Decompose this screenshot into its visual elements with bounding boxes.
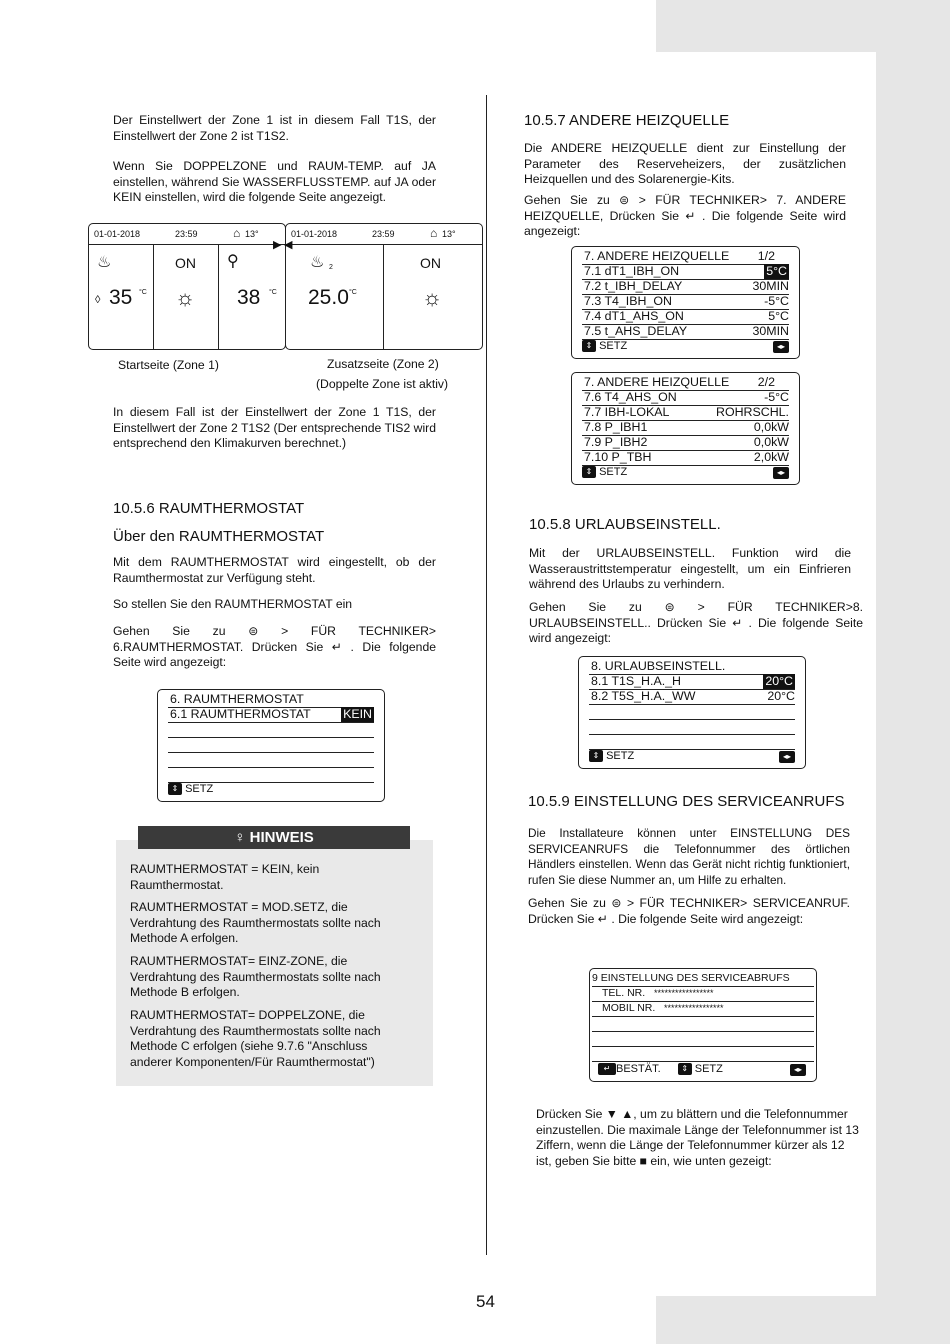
hinweis-item: RAUMTHERMOSTAT= EINZ-ZONE, die Verdrahtung des Raumthermostats sollte nach Methode B erfolgen.: [130, 954, 381, 1000]
home-screen-zone1: [88, 223, 286, 350]
column-divider: [486, 95, 487, 1255]
lcd-row-value[interactable]: -5°C: [764, 294, 789, 308]
setz-label: SETZ: [599, 340, 628, 352]
lcd-row-value[interactable]: 30MIN: [752, 279, 789, 293]
intro-paragraph-2: Wenn Sie DOPPELZONE und RAUM-TEMP. auf JA einstellen, während Sie WASSERFLUSSTEMP. auf JA oder KEIN einstellen, wird die folgende Seite angezeigt.: [113, 159, 436, 205]
lcd-row-value[interactable]: -5°C: [764, 390, 789, 404]
time-label: 23:59: [175, 229, 198, 239]
hinweis-title: HINWEIS: [249, 829, 314, 846]
lcd-title: 7. ANDERE HEIZQUELLE: [584, 249, 730, 263]
lcd-row-label: 8.1 T1S_H.A._H: [591, 674, 681, 688]
lcd-row-value[interactable]: 5°C: [766, 264, 787, 278]
intro-paragraph-1: Der Einstellwert der Zone 1 ist in diesem Fall T1S, der Einstellwert der Zone 2 ist T1S2.: [113, 113, 436, 143]
enter-icon: ↵: [598, 1063, 616, 1075]
lcd-row-value[interactable]: *****************: [654, 988, 714, 998]
up-down-icon: ⇕: [582, 466, 596, 478]
lcd-title: 6. RAUMTHERMOSTAT: [170, 692, 304, 706]
paragraph-1059: Die Installateure können unter EINSTELLUNG DES SERVICEANRUFS die Telefonnummer des örtlichen Händlers einstellen. Wenn das Gerät nicht richtig funktioniert, rufen Sie diese Nummer an, um Hilfe zu erhalten.: [528, 826, 850, 887]
lcd-andere-heizquelle-2: [571, 372, 800, 485]
tap-icon: ⚲: [227, 253, 239, 270]
lcd-row-label: 7.8 P_IBH1: [584, 420, 648, 434]
lcd-row-label: 7.1 dT1_IBH_ON: [584, 264, 680, 278]
caption-zone1: Startseite (Zone 1): [118, 358, 219, 372]
up-down-icon: ⇕: [678, 1063, 692, 1075]
bulb-icon: ♀: [234, 829, 246, 846]
setz-label: SETZ: [606, 750, 635, 762]
caption-zone2: Zusatzseite (Zone 2): [327, 357, 439, 371]
heading-1058: 10.5.8 URLAUBSEINSTELL.: [529, 516, 721, 533]
up-down-icon: ⇕: [582, 340, 596, 352]
setz-label: SETZ: [599, 466, 628, 478]
zone1-temp: 35: [109, 286, 133, 309]
status-on: ON: [175, 255, 196, 271]
lcd-row-value[interactable]: *****************: [664, 1003, 724, 1013]
status-bar: [89, 224, 285, 245]
lcd-title: 8. URLAUBSEINSTELL.: [591, 659, 726, 673]
time-label: 23:59: [372, 229, 395, 239]
home-screen-zone2: [285, 223, 483, 350]
lcd-row-value[interactable]: KEIN: [343, 707, 372, 721]
lcd-row-label: 7.10 P_TBH: [584, 450, 652, 464]
lcd-serviceanruf: [589, 968, 817, 1082]
page-number: 54: [476, 1292, 495, 1311]
after-paragraph: In diesem Fall ist der Einstellwert der Zone 1 T1S, der Einstellwert der Zone 2 T1S2 (Der entsprechende TIS2 wird entsprechend den Klimakurven berechnet.): [113, 405, 436, 451]
lcd-page: 1/2: [757, 249, 775, 263]
outdoor-temp: 13°: [442, 229, 456, 239]
setz-label: SETZ: [185, 783, 214, 795]
lcd-row-label: 7.2 t_IBH_DELAY: [584, 279, 683, 293]
lcd-row-label: 6.1 RAUMTHERMOSTAT: [170, 707, 311, 721]
lcd-row-value[interactable]: 20°C: [767, 689, 795, 703]
hinweis-item: RAUMTHERMOSTAT = MOD.SETZ, die Verdrahtung des Raumthermostats sollte nach Methode A erfolgen.: [130, 900, 381, 946]
setz-label: SETZ: [694, 1063, 723, 1075]
lcd-row-value[interactable]: 0,0kW: [753, 420, 789, 434]
drop-icon: ◊: [95, 294, 101, 306]
lcd-raumthermostat: [157, 689, 385, 802]
paragraph-so: So stellen Sie den RAUMTHERMOSTAT ein: [113, 597, 353, 611]
lcd-row-label: 7.5 t_AHS_DELAY: [584, 324, 688, 338]
paragraph-mit: Mit dem RAUMTHERMOSTAT wird eingestellt, ob der Raumthermostat zur Verfügung steht.: [113, 555, 436, 585]
heading-1056: 10.5.6 RAUMTHERMOSTAT: [113, 500, 305, 517]
lcd-row-label: 7.4 dT1_AHS_ON: [584, 309, 684, 323]
lcd-row-value[interactable]: 0,0kW: [753, 435, 789, 449]
lcd-row-value[interactable]: 2,0kW: [753, 450, 789, 464]
zone-subscript: 2: [329, 264, 333, 271]
house-icon: ⌂: [430, 226, 438, 240]
lcd-title: 7. ANDERE HEIZQUELLE: [584, 375, 730, 389]
sun-icon: ☼: [422, 285, 443, 310]
floor-heating-icon: ♨: [97, 254, 112, 271]
up-down-icon: ⇕: [589, 750, 603, 762]
unit-label: °C: [269, 289, 277, 296]
up-down-icon: ⇕: [168, 783, 182, 795]
lcd-title: 9 EINSTELLUNG DES SERVICEABRUFS: [592, 972, 790, 984]
lcd-row-label: 7.6 T4_AHS_ON: [584, 390, 677, 404]
page-edge-tab-top: [656, 0, 950, 52]
outdoor-temp: 13°: [245, 229, 259, 239]
paragraph-1059-gehen: Gehen Sie zu ⊜ > FÜR TECHNIKER> SERVICEANRUF. Drücken Sie ↵ . Die folgende Seite wird angezeigt:: [528, 896, 850, 926]
sun-icon: ☼: [175, 285, 196, 310]
date-label: 01-01-2018: [291, 229, 338, 239]
unit-label: °C: [139, 289, 147, 296]
heading-1057: 10.5.7 ANDERE HEIZQUELLE: [524, 112, 730, 129]
arrow-right-icon: ▶: [273, 239, 282, 251]
lcd-row-value[interactable]: 30MIN: [752, 324, 789, 338]
hinweis-title-bar: [138, 826, 410, 849]
left-right-icon: ◂▸: [773, 467, 789, 479]
heading-1059: 10.5.9 EINSTELLUNG DES SERVICEANRUFS: [528, 793, 845, 810]
lcd-urlaubseinstell: [578, 656, 806, 769]
paragraph-1057-gehen: Gehen Sie zu ⊜ > FÜR TECHNIKER> 7. ANDERE HEIZQUELLE, Drücken Sie ↵ . Die folgende Seite wird angezeigt:: [524, 193, 846, 239]
heading-ueber: Über den RAUMTHERMOSTAT: [113, 528, 325, 545]
lcd-row-value[interactable]: ROHRSCHL.: [716, 405, 789, 419]
lcd-row-label: 7.3 T4_IBH_ON: [584, 294, 672, 308]
lcd-row-label: MOBIL NR.: [602, 1002, 656, 1014]
floor-heating-icon: ♨: [310, 254, 325, 271]
lcd-page: 2/2: [757, 375, 775, 389]
lcd-row-label: 7.7 IBH-LOKAL: [584, 405, 670, 419]
paragraph-1058: Mit der URLAUBSEINSTELL. Funktion wird die Wasseraustrittstemperatur eingestellt, um ein Einfrieren während des Urlaubs zu verhindern.: [529, 546, 851, 592]
date-label: 01-01-2018: [94, 229, 141, 239]
left-right-icon: ◂▸: [790, 1064, 806, 1076]
paragraph-druecken: Drücken Sie ▼ ▲, um zu blättern und die Telefonnummer einzustellen. Die maximale Länge der Telefonnummer ist 13 Ziffern, wenn die Länge der Telefonnummer kürzer als 12 ist, geben Sie bitte ■ ein, wie unten gezeigt:: [536, 1107, 859, 1168]
status-on: ON: [420, 255, 441, 271]
paragraph-1058-gehen: Gehen Sie zu ⊜ > FÜR TECHNIKER>8. URLAUBSEINSTELL.. Drücken Sie ↵ . Die folgende Seite wird angezeigt:: [529, 600, 863, 646]
lcd-row-value[interactable]: 5°C: [768, 309, 789, 323]
status-bar: [286, 224, 482, 245]
paragraph-1057: Die ANDERE HEIZQUELLE dient zur Einstellung der Parameter des Reserveheizers, der zusätzlichen Heizquellen und des Solarenergie-Kits.: [524, 141, 846, 187]
hinweis-item: RAUMTHERMOSTAT= DOPPELZONE, die Verdrahtung des Raumthermostats sollte nach Methode C erfolgen (siehe 9.7.6 "Anschluss anderer Komponenten/Für Raumthermostat"): [130, 1008, 381, 1069]
lcd-row-label: TEL. NR.: [602, 987, 646, 999]
lcd-row-value[interactable]: 20°C: [765, 674, 793, 688]
dhw-temp: 38: [237, 286, 261, 309]
page-edge-strip: [876, 52, 950, 1296]
lcd-andere-heizquelle-1: [571, 246, 800, 359]
lcd-row-label: 8.2 T5S_H.A._WW: [591, 689, 696, 703]
unit-label: °C: [349, 289, 357, 296]
paragraph-gehen-6: Gehen Sie zu ⊜ > FÜR TECHNIKER> 6.RAUMTHERMOSTAT. Drücken Sie ↵ . Die folgende Seite wird angezeigt:: [113, 624, 436, 670]
arrow-left-icon: ◀: [284, 239, 293, 251]
caption-zone2-sub: (Doppelte Zone ist aktiv): [316, 377, 449, 391]
house-icon: ⌂: [233, 226, 241, 240]
hinweis-item: RAUMTHERMOSTAT = KEIN, kein Raumthermostat.: [130, 862, 320, 892]
left-right-icon: ◂▸: [779, 751, 795, 763]
lcd-row-label: 7.9 P_IBH2: [584, 435, 648, 449]
bestaet-label: BESTÄT.: [616, 1063, 661, 1075]
page-edge-tab-bottom: [656, 1296, 950, 1344]
zone2-temp: 25.0: [308, 286, 349, 309]
left-right-icon: ◂▸: [773, 341, 789, 353]
